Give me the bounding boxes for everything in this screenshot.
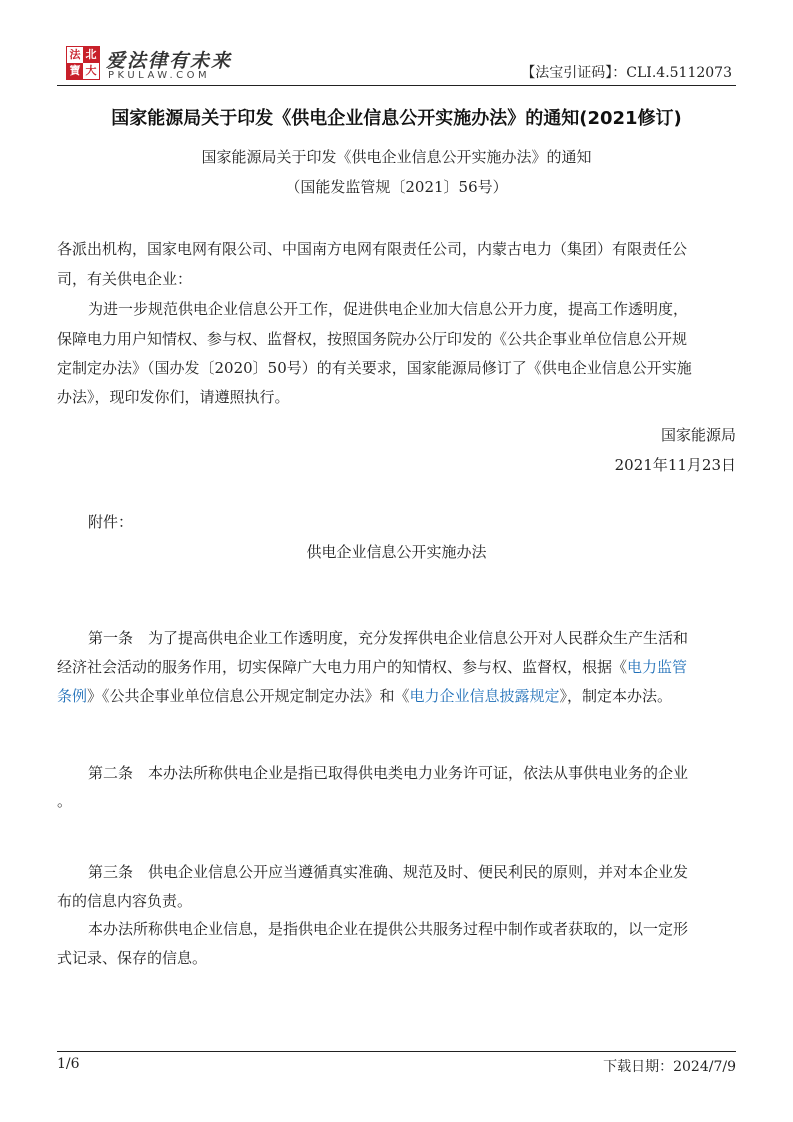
attachment-title: 供电企业信息公开实施办法 [306,543,487,561]
addressees-line-1: 各派出机构，国家电网有限公司、中国南方电网有限责任公司，内蒙古电力（集团）有限责任公 [57,240,688,258]
pkulaw-logo [66,46,246,86]
article-3-line-1: 第三条 供电企业信息公开应当遵循真实准确、规范及时、便民利民的原则，并对本企业发 [88,863,689,881]
article-1-line-3 [57,685,672,706]
article-3-line-2: 布的信息内容负责。 [57,892,193,910]
document-number: （国能发监管规〔2021〕56号） [285,178,508,196]
link-disclosure-rule[interactable]: 电力企业信息披露规定 [409,687,560,705]
seal-char: 大 [85,64,97,77]
article-1-text: 》，制定本办法。 [559,687,673,705]
article-2-line-1: 第二条 本办法所称供电企业是指已取得供电类电力业务许可证，依法从事供电业务的企业 [88,764,689,782]
footer-divider [57,1051,736,1052]
article-3-line-3: 本办法所称供电企业信息，是指供电企业在提供公共服务过程中制作或者获取的，以一定形 [88,920,689,938]
article-2-line-2: 。 [57,792,73,810]
signature-org: 国家能源局 [660,426,736,444]
article-3-line-4: 式记录、保存的信息。 [57,949,208,967]
document-subtitle: 国家能源局关于印发《供电企业信息公开实施办法》的通知 [201,148,592,166]
addressees-line-2: 司，有关供电企业： [57,270,193,288]
brand-domain: PKULAW.COM [108,70,211,81]
seal-icon [66,46,100,80]
intro-line-4: 办法》，现印发你们，请遵照执行。 [57,388,290,406]
article-1-line-2 [57,656,687,677]
header-divider [57,85,736,86]
page-number: 1/6 [57,1056,80,1072]
signature-date: 2021年11月23日 [614,456,736,474]
seal-char: 寶 [67,63,83,79]
brand-slogan: 爱法律有未来 [106,50,233,72]
attachment-label: 附件： [88,513,134,531]
document-title: 国家能源局关于印发《供电企业信息公开实施办法》的通知(2021修订) [111,108,682,129]
article-1-line-1: 第一条 为了提高供电企业工作透明度，充分发挥供电企业信息公开对人民群众生产生活和 [88,629,689,647]
seal-char: 法 [69,48,81,61]
intro-line-1: 为进一步规范供电企业信息公开工作，促进供电企业加大信息公开力度，提高工作透明度， [88,300,689,318]
article-1-text: 》《公共企事业单位信息公开规定制定办法》和《 [87,687,410,705]
intro-line-2: 保障电力用户知情权、参与权、监督权，按照国务院办公厅印发的《公共企事业单位信息公开规 [57,330,688,348]
seal-char: 北 [83,47,99,63]
citation-code: 【法宝引证码】：CLI.4.5112073 [521,65,732,81]
link-power-regulation-a[interactable]: 电力监管 [627,658,688,676]
link-power-regulation-b[interactable]: 条例 [57,687,88,705]
article-1-text: 经济社会活动的服务作用，切实保障广大电力用户的知情权、参与权、监督权，根据《 [57,658,628,676]
download-date: 下载日期：2024/7/9 [603,1059,736,1075]
intro-line-3: 定制定办法》（国办发〔2020〕50号）的有关要求，国家能源局修订了《供电企业信息公开实施 [57,359,692,377]
